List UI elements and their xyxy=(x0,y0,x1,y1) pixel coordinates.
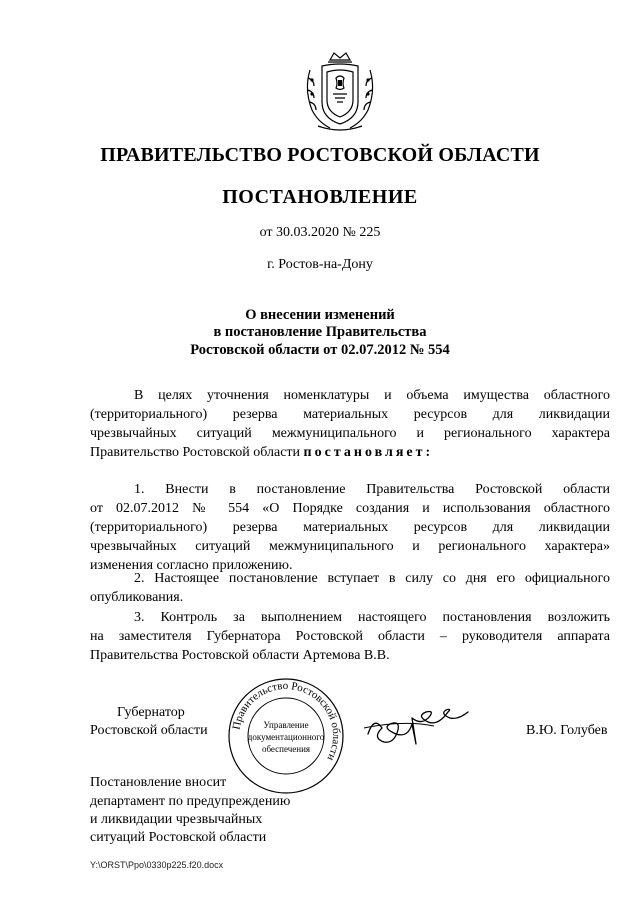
submitted-by-line: и ликвидации чрезвычайных xyxy=(90,812,263,827)
stamp-ring-text: Правительство Ростовской области xyxy=(230,679,343,763)
submitted-by-line: Постановление вносит xyxy=(90,775,227,790)
item-line: 2. Настоящее постановление вступает в силу со дня его официального xyxy=(134,571,610,586)
official-stamp xyxy=(226,676,346,796)
intro-line: чрезвычайных ситуаций межмуниципального и регионального характера xyxy=(90,426,610,441)
item-2-paragraph xyxy=(90,569,610,607)
item-line: Правительства Ростовской области Артемова В.В. xyxy=(90,648,390,663)
signatory-position: Губернатор xyxy=(117,705,185,720)
document-date-number: от 30.03.2020 № 225 xyxy=(259,225,381,240)
file-path: Y:\ORST\Ppo\0330p225.f20.docx xyxy=(90,860,224,870)
item-line: опубликования. xyxy=(90,590,184,605)
document-type: ПОСТАНОВЛЕНИЕ xyxy=(222,186,418,208)
item-line: 1. Внести в постановление Правительства Ростовской области xyxy=(134,482,610,497)
subject-line: в постановление Правительства xyxy=(213,324,427,340)
stamp-inner-text: документационного xyxy=(247,732,325,742)
rostov-oblast-coat-of-arms-icon xyxy=(300,50,380,132)
decree-word: постановляет: xyxy=(303,445,434,460)
handwritten-signature xyxy=(362,700,474,760)
item-line: (территориального) резерва материальных ресурсов для ликвидации xyxy=(90,520,610,535)
government-title: ПРАВИТЕЛЬСТВО РОСТОВСКОЙ ОБЛАСТИ xyxy=(100,144,540,166)
item-line: чрезвычайных ситуаций межмуниципального и регионального характера» xyxy=(90,539,610,554)
item-3-paragraph xyxy=(90,608,610,665)
item-line: изменения согласно приложению. xyxy=(90,558,293,573)
item-1-paragraph xyxy=(90,480,610,575)
stamp-inner-text: обеспечения xyxy=(261,744,311,754)
intro-paragraph xyxy=(90,386,610,462)
submitted-by-line: департамент по предупреждению xyxy=(90,794,291,809)
submitted-by-line: ситуаций Ростовской области xyxy=(90,830,267,845)
document-city: г. Ростов-на-Дону xyxy=(267,257,373,272)
signatory-name: В.Ю. Голубев xyxy=(526,723,608,738)
signatory-position: Ростовской области xyxy=(90,723,208,738)
intro-line: (территориального) резерва материальных ресурсов для ликвидации xyxy=(90,407,610,422)
item-line: на заместителя Губернатора Ростовской области – руководителя аппарата xyxy=(90,629,610,644)
subject-line: О внесении изменений xyxy=(245,307,395,323)
intro-line: В целях уточнения номенклатуры и объема имущества областного xyxy=(134,388,610,403)
item-line: от 02.07.2012 № 554 «О Порядке создания и использования областного xyxy=(90,501,610,516)
intro-line: Правительство Ростовской области xyxy=(90,445,301,460)
item-line: 3. Контроль за выполнением настоящего постановления возложить xyxy=(134,610,610,625)
stamp-inner-text: Управление xyxy=(263,720,309,730)
subject-line: Ростовской области от 02.07.2012 № 554 xyxy=(190,342,450,358)
